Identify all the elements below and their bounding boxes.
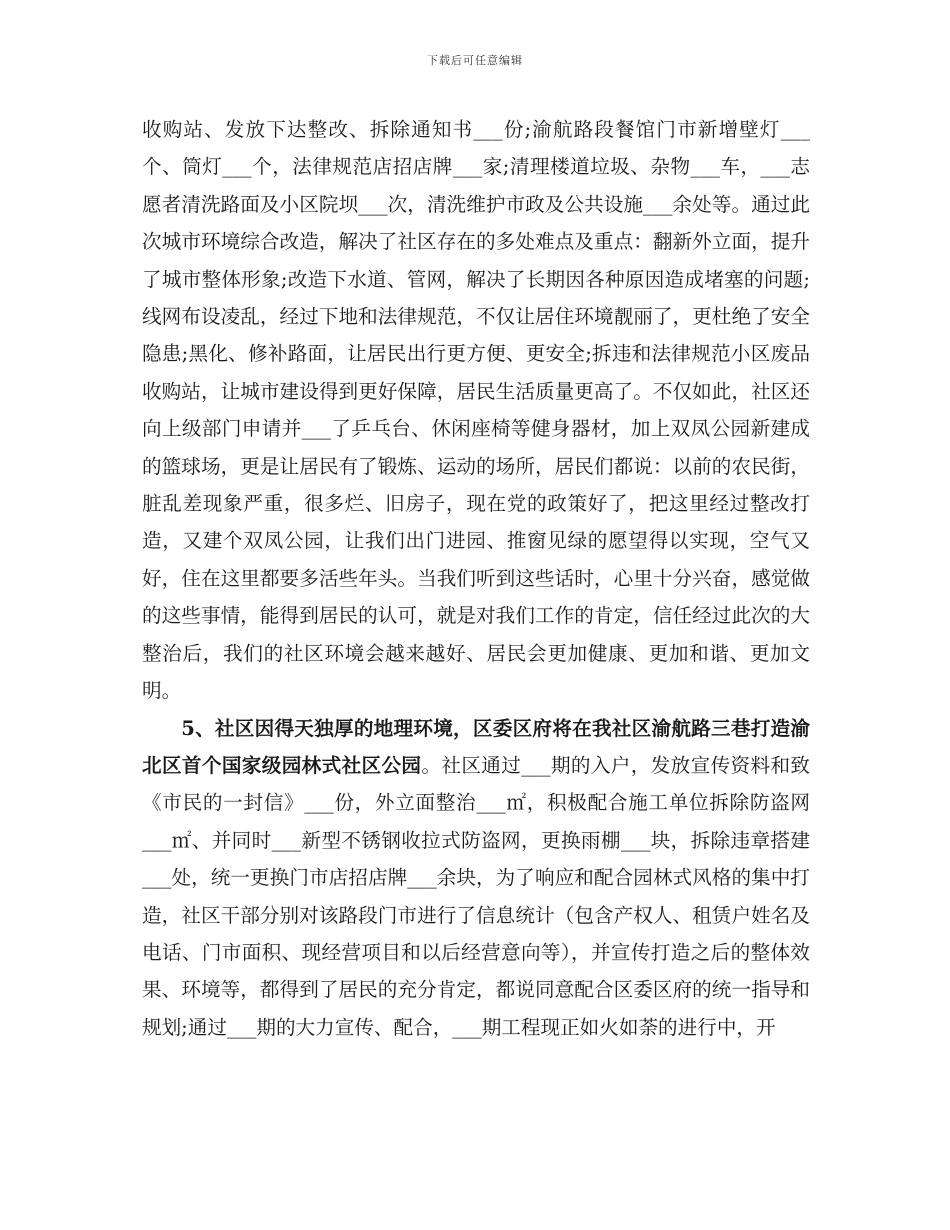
paragraph-bold-lead: 5、社区因得天独厚的地理环境，区委区府将在我社区渝航路三巷打造渝北区首个国家级园林式社区公园 bbox=[142, 716, 810, 777]
paragraph-item-5 bbox=[142, 710, 810, 1047]
paragraph-body-text: 。社区通过___期的入户，发放宣传资料和致《市民的一封信》___份，外立面整治___㎡，积极配合施工单位拆除防盗网___㎡、并同时___新型不锈钢收拉式防盗网，更换雨棚___块，拆除违章搭建___处，统一更换门市店招店牌___余块，为了响应和配合园林式风格的集中打造，社区干部分别对该路段门市进行了信息统计（包含产权人、租赁户姓名及电话、门市面积、现经营项目和以后经营意向等），并宣传打造之后的整体效果、环境等，都得到了居民的充分肯定，都说同意配合区委区府的统一指导和规划;通过___期的大力宣传、配合，___期工程现正如火如荼的进行中，开 bbox=[142, 753, 811, 1039]
paragraph-continuation: 收购站、发放下达整改、拆除通知书___份;渝航路段餐馆门市新增壁灯___个、筒灯___个，法律规范店招店牌___家;清理楼道垃圾、杂物___车，___志愿者清洗路面及小区院坝___次，清洗维护市政及公共设施___余处等。通过此次城市环境综合改造，解决了社区存在的多处难点及重点：翻新外立面，提升了城市整体形象;改造下水道、管网，解决了长期因各种原因造成堵塞的问题;线网布设凌乱，经过下地和法律规范，不仅让居住环境靓丽了，更杜绝了安全隐患;黑化、修补路面，让居民出行更方便、更安全;拆违和法律规范小区废品收购站，让城市建设得到更好保障，居民生活质量更高了。不仅如此，社区还向上级部门申请并___了乒乓台、休闲座椅等健身器材，加上双凤公园新建成的篮球场，更是让居民有了锻炼、运动的场所，居民们都说：以前的农民街，脏乱差现象严重，很多烂、旧房子，现在党的政策好了，把这里经过整改打造，又建个双凤公园，让我们出门进园、推窗见绿的愿望得以实现，空气又好，住在这里都要多活些年头。当我们听到这些话时，心里十分兴奋，感觉做的这些事情，能得到居民的认可，就是对我们工作的肯定，信任经过此次的大整治后，我们的社区环境会越来越好、居民会更加健康、更加和谐、更加文明。 bbox=[142, 118, 810, 703]
document-body bbox=[142, 111, 810, 1046]
page-header-note: 下载后可任意编辑 bbox=[427, 54, 523, 67]
